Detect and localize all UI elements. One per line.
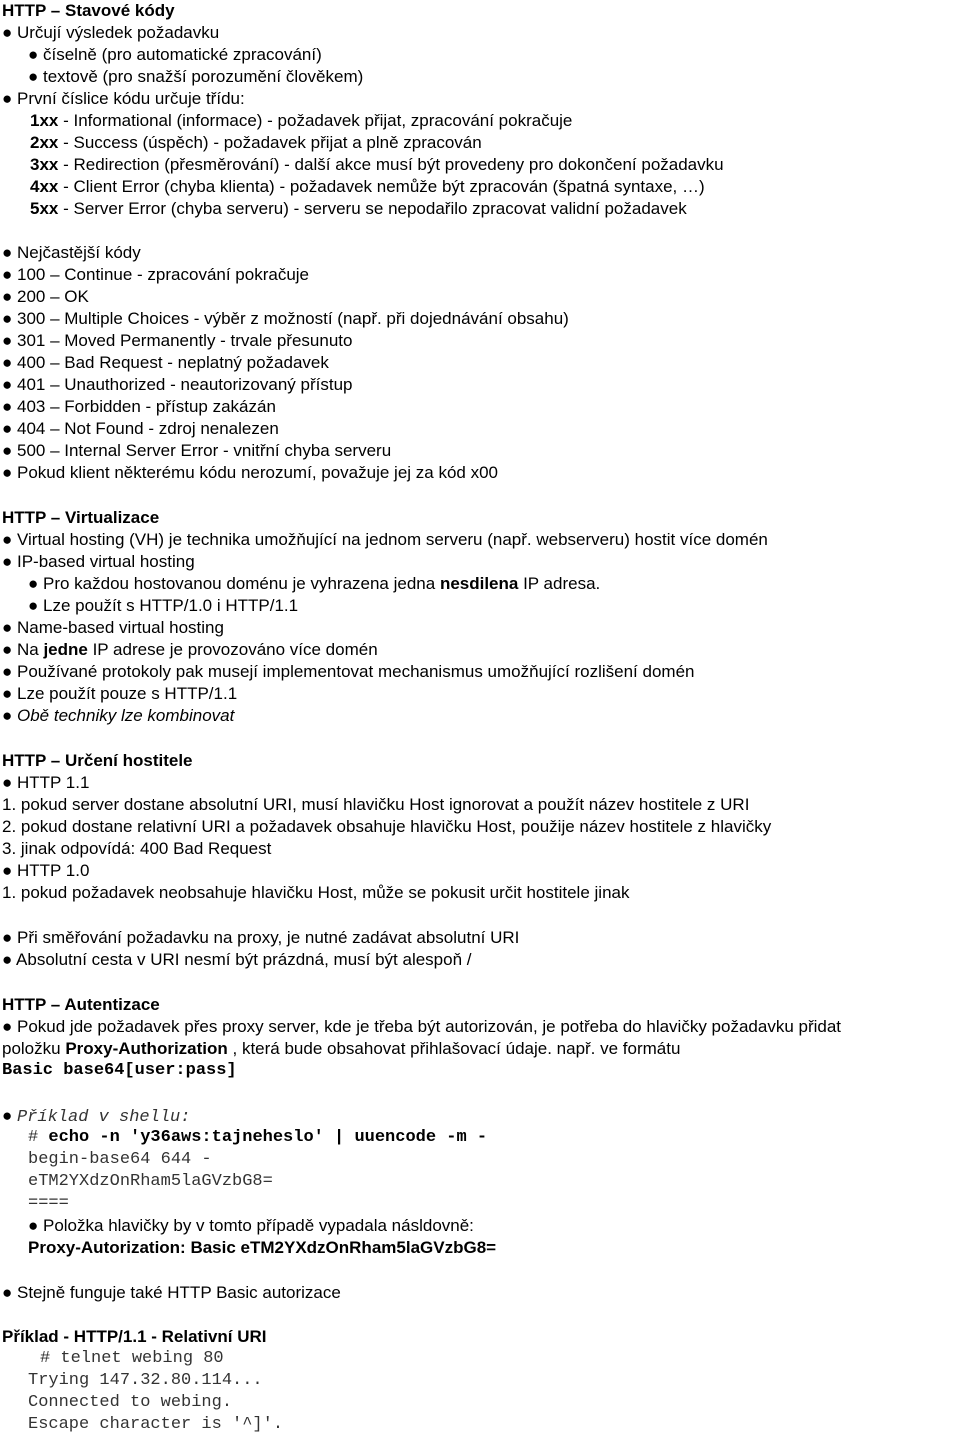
- bullet-line: ● Name-based virtual hosting: [2, 618, 224, 637]
- status-code-item: ● Nejčastější kódy: [2, 243, 141, 262]
- telnet-line: Connected to webing.: [28, 1393, 233, 1412]
- code-class-label: 1xx: [30, 111, 59, 130]
- paragraph-line: položku Proxy-Authorization , která bude obsahovat přihlašovací údaje. např. ve formátu: [2, 1039, 681, 1058]
- code-class-text: - Server Error (chyba serveru) - serveru se nepodařilo zpracovat validní požadavek: [58, 199, 687, 218]
- code-class-text: - Redirection (přesměrování) - další akce musí být provedeny pro dokončení požadavku: [58, 155, 724, 174]
- numbered-line: 3. jinak odpovídá: 400 Bad Request: [2, 839, 272, 858]
- section-title-authentication: HTTP – Autentizace: [2, 995, 160, 1014]
- status-code-item: ● 400 – Bad Request - neplatný požadavek: [2, 353, 329, 372]
- bullet-line: ● HTTP 1.0: [2, 861, 90, 880]
- paragraph-line: ● Pokud jde požadavek přes proxy server, kde je třeba být autorizován, je potřeba do hlavičky požadavku přidat: [2, 1017, 842, 1036]
- bullet-line: ● První číslice kódu určuje třídu:: [2, 89, 245, 108]
- section-title-example: Příklad - HTTP/1.1 - Relativní URI: [2, 1327, 267, 1346]
- bullet-line: ● Pro každou hostovanou doménu je vyhrazena jedna nesdilena IP adresa.: [28, 574, 601, 593]
- shell-example-label: ● Příklad v shellu:: [2, 1106, 191, 1127]
- bullet-line: ● textově (pro snažší porozumění člověkem): [28, 67, 364, 86]
- code-class-4xx: [2, 176, 705, 198]
- status-code-item: ● 100 – Continue - zpracování pokračuje: [2, 265, 310, 284]
- code-class-label: 4xx: [30, 177, 59, 196]
- bullet-line: ● Virtual hosting (VH) je technika umožňující na jednom serveru (např. webserveru) hostit více domén: [2, 530, 768, 549]
- numbered-line: 1. pokud požadavek neobsahuje hlavičku Host, může se pokusit určit hostitele jinak: [2, 883, 630, 902]
- bullet-line: ● Obě techniky lze kombinovat: [2, 706, 235, 725]
- status-code-item: ● Pokud klient některému kódu nerozumí, považuje jej za kód x00: [2, 463, 498, 482]
- code-class-5xx: [2, 198, 687, 220]
- bullet-line: ● IP-based virtual hosting: [2, 552, 195, 571]
- numbered-line: 2. pokud dostane relativní URI a požadavek obsahuje hlavičku Host, použije název hostitele z hlavičky: [2, 817, 772, 836]
- section-title-host: HTTP – Určení hostitele: [2, 751, 193, 770]
- section-title-virtualization: HTTP – Virtualizace: [2, 508, 160, 527]
- code-class-label: 5xx: [30, 199, 59, 218]
- emphasis-text: Proxy-Authorization: [65, 1039, 228, 1058]
- shell-command: # echo -n 'y36aws:tajneheslo' | uuencode -m -: [28, 1128, 488, 1147]
- section-title-status-codes: HTTP – Stavové kódy: [2, 1, 175, 20]
- bullet-line: ● HTTP 1.1: [2, 773, 90, 792]
- header-example: Proxy-Autorization: Basic eTM2YXdzOnRham5laGVzbG8=: [28, 1238, 497, 1257]
- shell-output: ====: [28, 1194, 69, 1213]
- italic-text: Obě techniky lze kombinovat: [17, 706, 235, 725]
- bullet-line: ● Lze použít s HTTP/1.0 i HTTP/1.1: [28, 596, 299, 615]
- bullet-line: ● Absolutní cesta v URI nesmí být prázdná, musí být alespoň /: [2, 950, 472, 969]
- emphasis-text: nesdilena: [439, 574, 519, 593]
- bullet-line: ● Určují výsledek požadavku: [2, 23, 220, 42]
- code-class-3xx: [2, 154, 724, 176]
- bullet-line: ● Lze použít pouze s HTTP/1.1: [2, 684, 238, 703]
- bullet-line: ● Používané protokoly pak musejí implementovat mechanismus umožňující rozlišení domén: [2, 662, 695, 681]
- status-code-item: ● 300 – Multiple Choices - výběr z možností (např. při dojednávání obsahu): [2, 309, 569, 328]
- code-class-1xx: [2, 110, 572, 132]
- code-class-label: 3xx: [30, 155, 59, 174]
- shell-output: begin-base64 644 -: [28, 1150, 212, 1169]
- code-class-label: 2xx: [30, 133, 59, 152]
- status-code-item: ● 403 – Forbidden - přístup zakázán: [2, 397, 276, 416]
- status-code-item: ● 404 – Not Found - zdroj nenalezen: [2, 419, 279, 438]
- bullet-line: ● Na jedne IP adrese je provozováno více domén: [2, 640, 378, 659]
- status-code-item: ● 200 – OK: [2, 287, 89, 306]
- code-class-text: - Client Error (chyba klienta) - požadavek nemůže být zpracován (špatná syntaxe, …): [58, 177, 705, 196]
- status-code-item: ● 301 – Moved Permanently - trvale přesunuto: [2, 331, 353, 350]
- bullet-line: ● Stejně funguje také HTTP Basic autorizace: [2, 1283, 341, 1302]
- code-format: Basic base64[user:pass]: [2, 1061, 237, 1080]
- bullet-line: ● Položka hlavičky by v tomto případě vypadala násldovně:: [28, 1216, 474, 1235]
- code-class-2xx: [2, 132, 482, 154]
- telnet-line: Escape character is '^]'.: [28, 1415, 284, 1434]
- bullet-line: ● číselně (pro automatické zpracování): [28, 45, 322, 64]
- status-code-item: ● 401 – Unauthorized - neautorizovaný přístup: [2, 375, 353, 394]
- numbered-line: 1. pokud server dostane absolutní URI, musí hlavičku Host ignorovat a použít název hostitele z URI: [2, 795, 750, 814]
- telnet-line: Trying 147.32.80.114...: [28, 1371, 263, 1390]
- status-code-item: ● 500 – Internal Server Error - vnitřní chyba serveru: [2, 441, 392, 460]
- shell-output: eTM2YXdzOnRham5laGVzbG8=: [28, 1172, 273, 1191]
- telnet-line: # telnet webing 80: [40, 1349, 224, 1368]
- bullet-line: ● Při směřování požadavku na proxy, je nutné zadávat absolutní URI: [2, 928, 520, 947]
- code-class-text: - Informational (informace) - požadavek přijat, zpracování pokračuje: [58, 111, 573, 130]
- code-class-text: - Success (úspěch) - požadavek přijat a plně zpracován: [58, 133, 482, 152]
- emphasis-text: jedne: [43, 640, 88, 659]
